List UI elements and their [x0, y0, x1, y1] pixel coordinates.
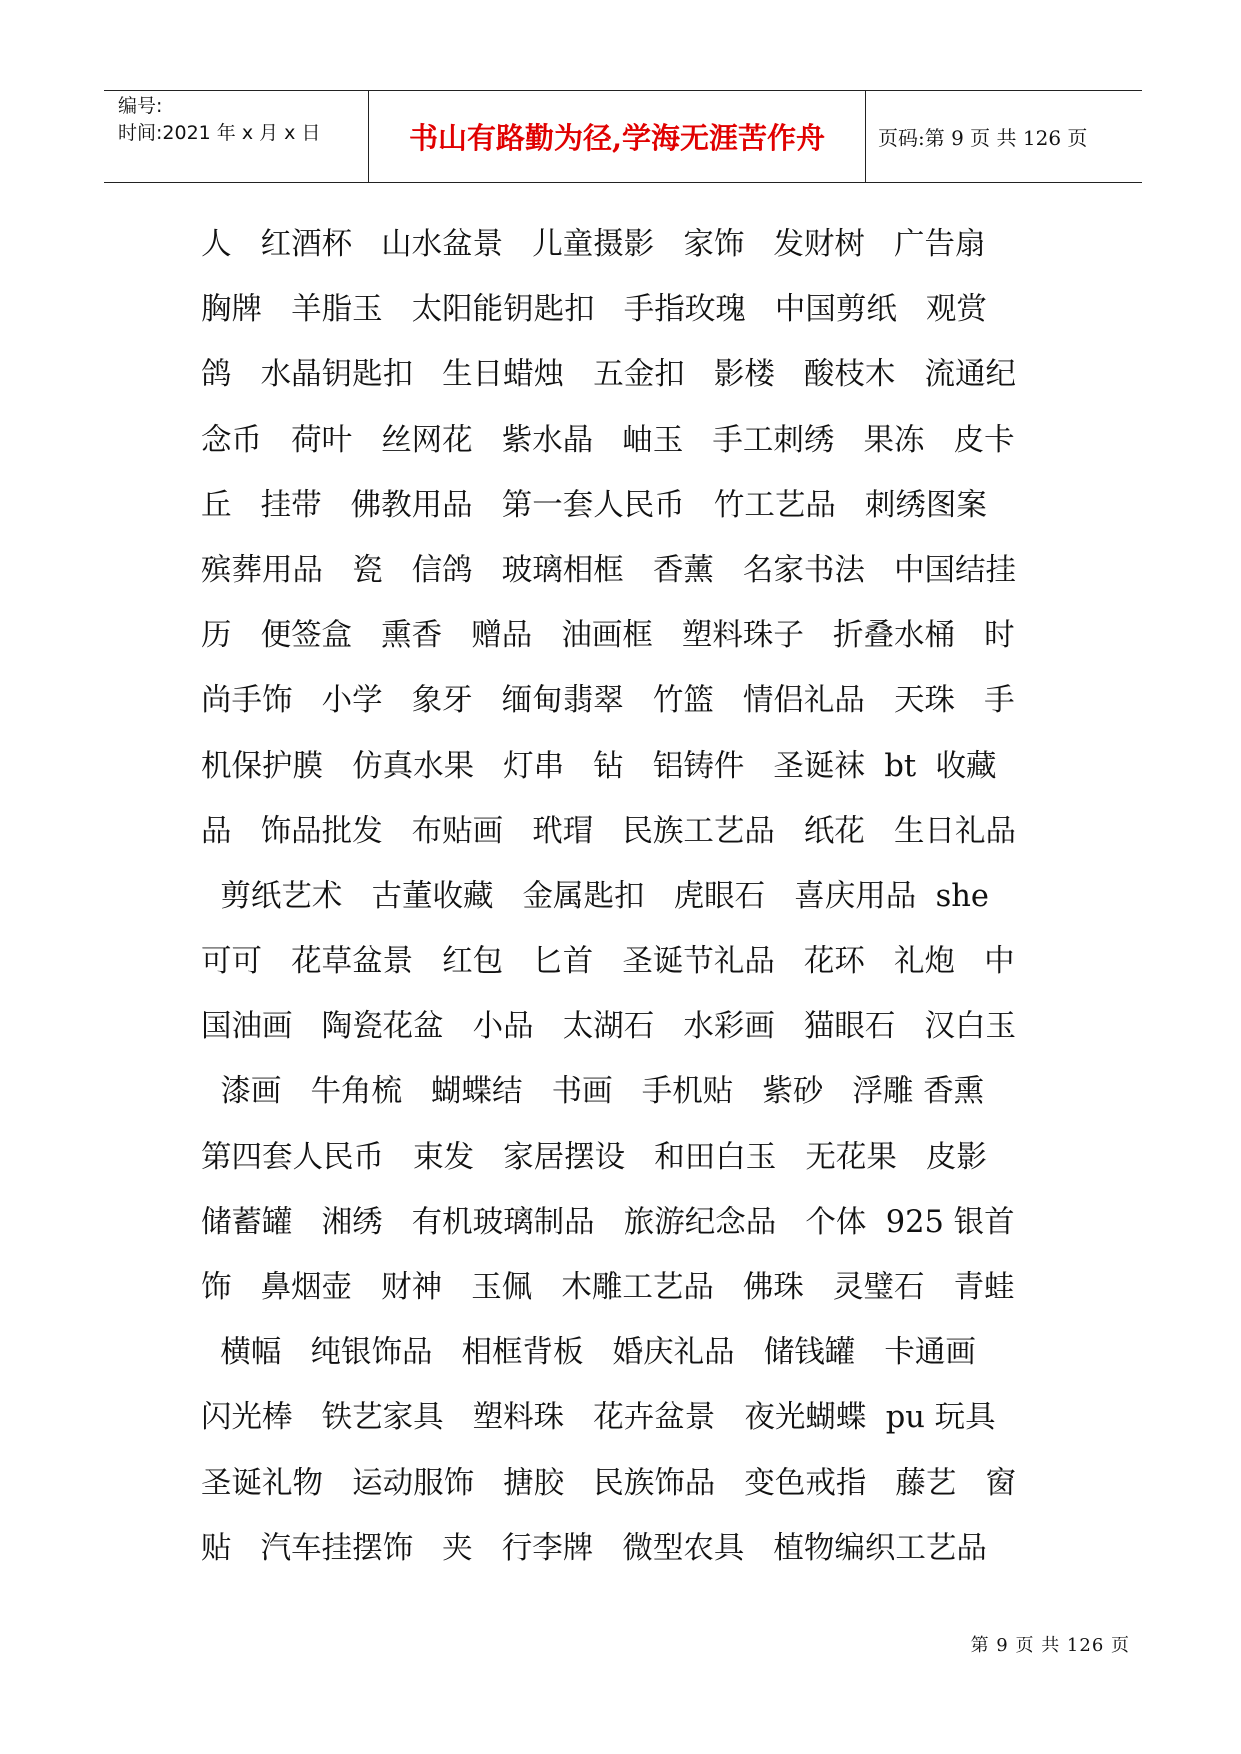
text-line: 剪纸艺术 古董收藏 金属匙扣 虎眼石 喜庆用品 she: [201, 878, 989, 914]
header-motto: 书山有路勤为径,学海无涯苦作舟: [369, 91, 866, 182]
body-text: [201, 212, 1057, 1581]
text-line: 人 红酒杯 山水盆景 儿童摄影 家饰 发财树 广告扇: [201, 227, 986, 262]
text-line: 殡葬用品 瓷 信鸽 玻璃相框 香薰 名家书法 中国结挂: [201, 552, 1017, 588]
page-footer: 第 9 页 共 126 页: [970, 1635, 1130, 1656]
text-line: 储蓄罐 湘绣 有机玻璃制品 旅游纪念品 个体 925 银首: [201, 1204, 1015, 1240]
text-line: 历 便签盒 熏香 赠品 油画框 塑料珠子 折叠水桶 时: [201, 618, 1015, 654]
text-line: 念币 荷叶 丝网花 紫水晶 岫玉 手工刺绣 果冻 皮卡: [201, 422, 1015, 458]
text-line: 可可 花草盆景 红包 匕首 圣诞节礼品 花环 礼炮 中: [201, 944, 1015, 980]
text-line: 胸牌 羊脂玉 太阳能钥匙扣 手指玫瑰 中国剪纸 观赏: [201, 292, 987, 328]
text-line: 贴 汽车挂摆饰 夹 行李牌 微型农具 植物编织工艺品: [201, 1530, 987, 1566]
text-line: 机保护膜 仿真水果 灯串 钻 铝铸件 圣诞袜 bt 收藏: [201, 748, 997, 784]
text-line: 第四套人民币 束发 家居摆设 和田白玉 无花果 皮影: [201, 1139, 987, 1175]
text-line: 漆画 牛角梳 蝴蝶结 书画 手机贴 紫砂 浮雕 香熏: [201, 1074, 985, 1110]
number-label: 编号:: [118, 95, 163, 117]
text-line: 鸽 水晶钥匙扣 生日蜡烛 五金扣 影楼 酸枝木 流通纪: [201, 357, 1017, 393]
text-line: 横幅 纯银饰品 相框背板 婚庆礼品 储钱罐 卡通画: [201, 1335, 976, 1371]
text-line: 国油画 陶瓷花盆 小品 太湖石 水彩画 猫眼石 汉白玉: [201, 1009, 1017, 1045]
text-line: 闪光棒 铁艺家具 塑料珠 花卉盆景 夜光蝴蝶 pu 玩具: [201, 1400, 996, 1436]
text-line: 丘 挂带 佛教用品 第一套人民币 竹工艺品 刺绣图案: [201, 487, 987, 523]
time-label: 时间:2021 年 x 月 x 日: [118, 122, 321, 144]
text-line: 品 饰品批发 布贴画 玳瑁 民族工艺品 纸花 生日礼品: [201, 813, 1017, 849]
header-meta: [104, 91, 369, 182]
text-line: 饰 鼻烟壶 财神 玉佩 木雕工艺品 佛珠 灵璧石 青蛙: [201, 1270, 1015, 1305]
page-header: [104, 90, 1142, 183]
text-line: 圣诞礼物 运动服饰 搪胶 民族饰品 变色戒指 藤艺 窗: [201, 1465, 1017, 1501]
text-line: 尚手饰 小学 象牙 缅甸翡翠 竹篮 情侣礼品 天珠 手: [201, 683, 1015, 719]
header-page-label: 页码:第 9 页 共 126 页: [878, 126, 1088, 150]
